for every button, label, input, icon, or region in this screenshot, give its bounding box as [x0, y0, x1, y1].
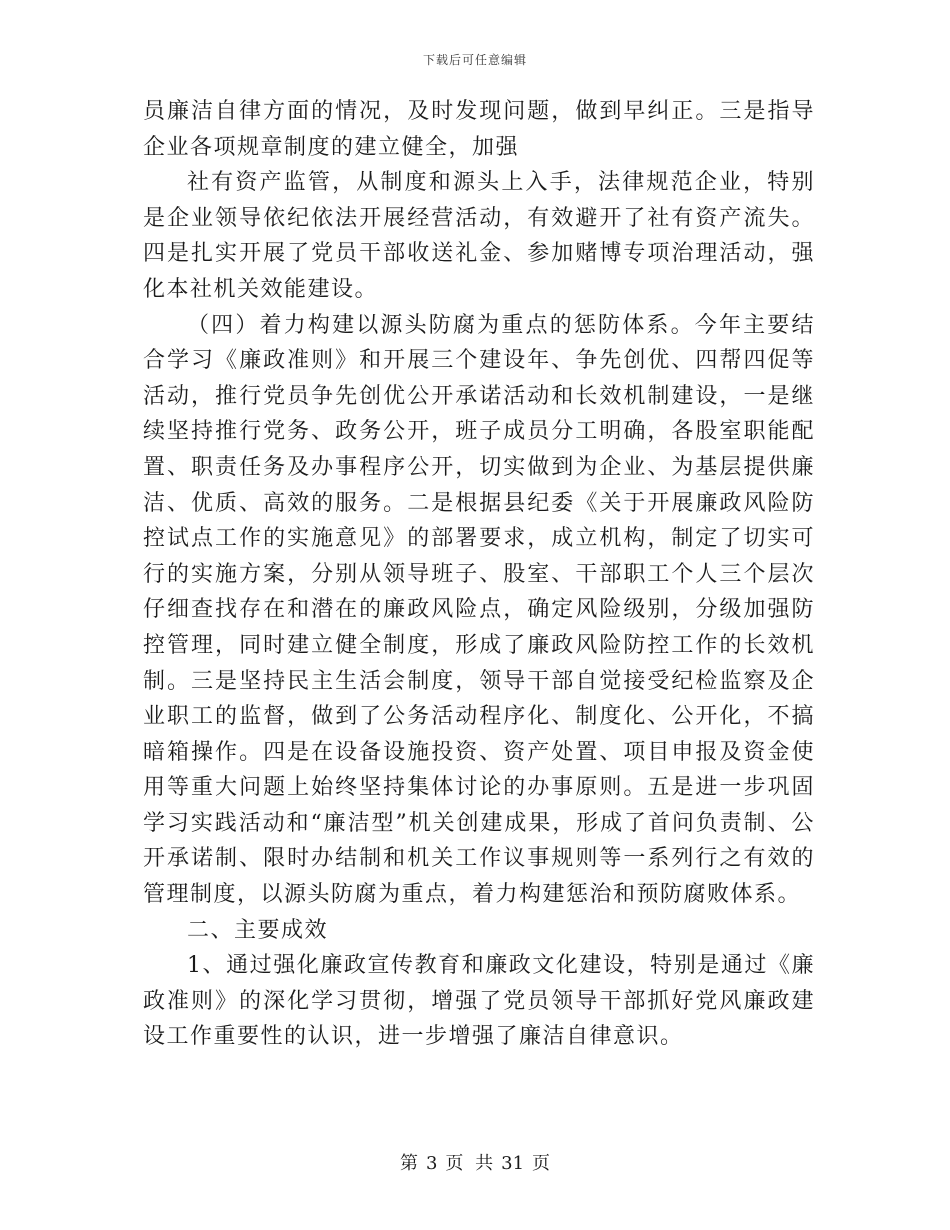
page-footer: [0, 1152, 950, 1176]
footer-middle: 页 共: [445, 1153, 494, 1174]
footer-total-pages: 31: [501, 1153, 525, 1174]
document-body: [143, 94, 815, 1055]
footer-suffix: 页: [532, 1153, 551, 1174]
paragraph-result-one: 1、通过强化廉政宣传教育和廉政文化建设，特别是通过《廉政准则》的深化学习贯彻，增强了党员领导干部抓好党风廉政建设工作重要性的认识，进一步增强了廉洁自律意识。: [143, 953, 815, 1050]
paragraph-continuation: 员廉洁自律方面的情况，及时发现问题，做到早纠正。三是指导企业各项规章制度的建立健全，加强: [143, 99, 815, 160]
page-header: 下载后可任意编辑: [422, 53, 527, 67]
paragraph-section-four: （四）着力构建以源头防腐为重点的惩防体系。今年主要结合学习《廉政准则》和开展三个建设年、争先创优、四帮四促等活动，推行党员争先创优公开承诺活动和长效机制建设，一是继续坚持推行党务、政务公开，班子成员分工明确，各股室职能配置、职责任务及办事程序公开，切实做到为企业、为基层提供廉洁、优质、高效的服务。二是根据县纪委《关于开展廉政风险防控试点工作的实施意见》的部署要求，成立机构，制定了切实可行的实施方案，分别从领导班子、股室、干部职工个人三个层次仔细查找存在和潜在的廉政风险点，确定风险级别，分级加强防控管理，同时建立健全制度，形成了廉政风险防控工作的长效机制。三是坚持民主生活会制度，领导干部自觉接受纪检监察及企业职工的监督，做到了公务活动程序化、制度化、公开化，不搞暗箱操作。四是在设备设施投资、资产处置、项目申报及资金使用等重大问题上始终坚持集体讨论的办事原则。五是进一步巩固学习实践活动和“廉洁型”机关创建成果，形成了首问负责制、公开承诺制、限时办结制和机关工作议事规则等一系列行之有效的管理制度，以源头防腐为重点，着力构建惩治和预防腐败体系。: [143, 312, 815, 908]
footer-current-page: 3: [425, 1153, 438, 1174]
paragraph-asset-supervision: 社有资产监管，从制度和源头上入手，法律规范企业，特别是企业领导依纪依法开展经营活动，有效避开了社有资产流失。四是扎实开展了党员干部收送礼金、参加赌博专项治理活动，强化本社机关效能建设。: [143, 170, 815, 302]
footer-prefix: 第: [399, 1153, 418, 1174]
section-heading-main-results: 二、主要成效: [187, 917, 329, 943]
